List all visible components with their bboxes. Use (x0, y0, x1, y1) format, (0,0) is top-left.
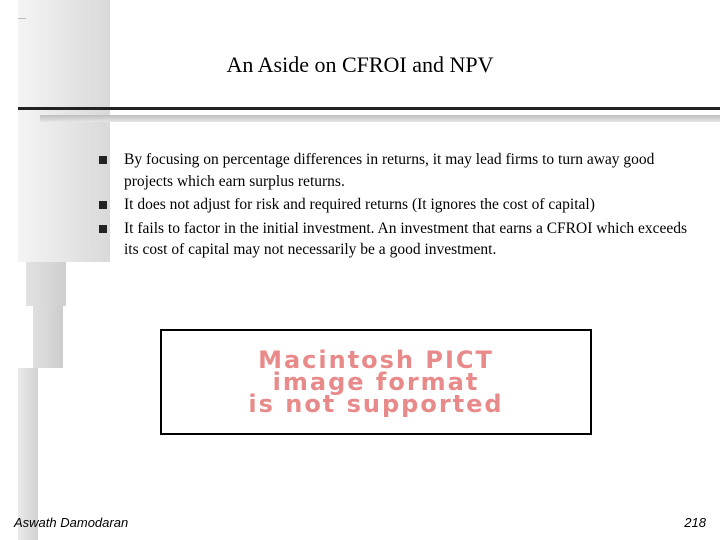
bullet-list (96, 149, 696, 263)
bullet-text: By focusing on percentage differences in returns, it may lead firms to turn away good projects which earn surplus returns. (124, 151, 655, 190)
decorative-tick (18, 18, 26, 19)
slide-title: An Aside on CFROI and NPV (226, 52, 494, 77)
unsupported-image-placeholder (160, 329, 592, 435)
title-divider-shadow (40, 115, 720, 122)
bullet-item (96, 194, 696, 216)
decorative-bar (26, 262, 66, 306)
square-bullet-icon (99, 225, 107, 233)
bullet-item (96, 149, 696, 192)
title-divider (18, 107, 720, 110)
bullet-item (96, 218, 696, 261)
decorative-bar (33, 306, 63, 368)
bullet-text: It fails to factor in the initial investment. An investment that earns a CFROI which exceeds its cost of capital may not necessarily be a good investment. (124, 219, 688, 258)
bullet-text: It does not adjust for risk and required returns (It ignores the cost of capital) (124, 196, 595, 213)
placeholder-line: Macintosh PICT (258, 346, 494, 374)
square-bullet-icon (99, 201, 107, 209)
placeholder-line: image format (272, 368, 480, 396)
square-bullet-icon (99, 156, 107, 164)
page-number: 218 (684, 515, 706, 530)
footer-author: Aswath Damodaran (14, 515, 129, 530)
placeholder-line: is not supported (248, 390, 504, 418)
